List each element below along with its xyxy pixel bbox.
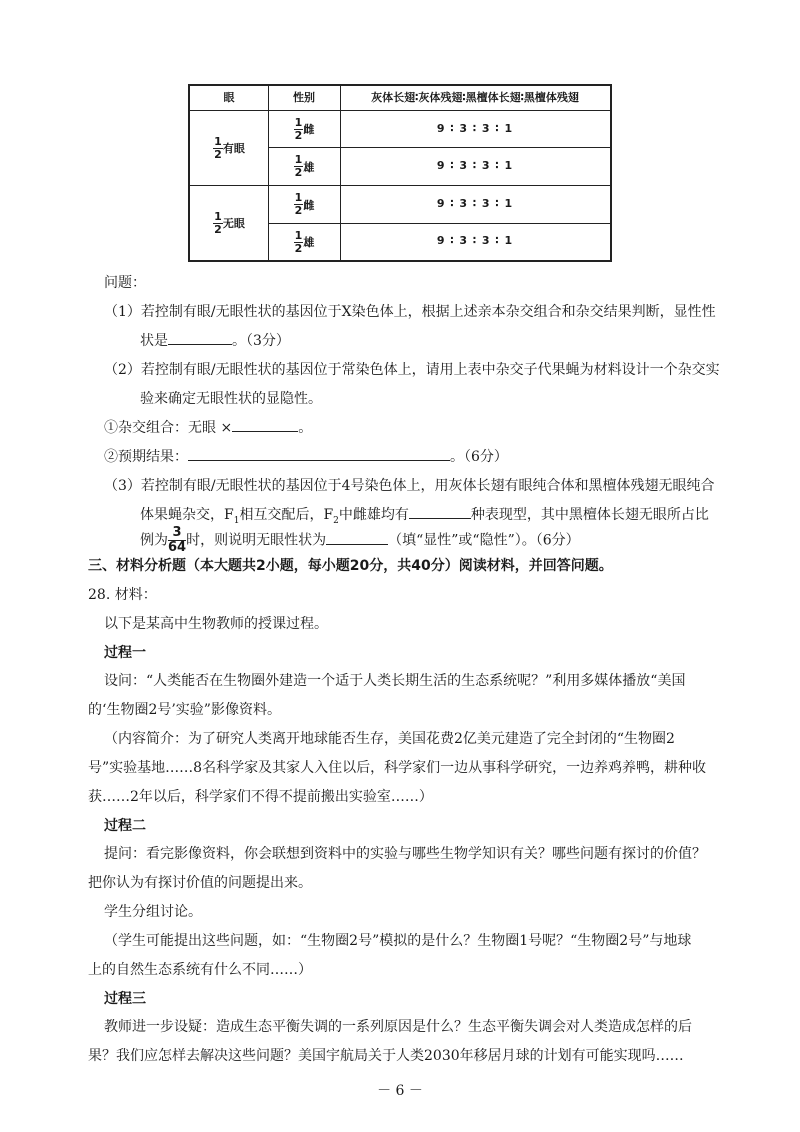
sex-cell: $\frac{1}{2}$ 雌 bbox=[294, 115, 315, 142]
sex-cell: $\frac{1}{2}$ 雌 bbox=[294, 191, 315, 217]
group-eyeless: $\frac{1}{2}$ 无眼 bbox=[214, 209, 245, 236]
intro-text: 以下是某高中生物教师的授课过程。 bbox=[104, 616, 328, 632]
section-3-title: 三、材料分析题（本大题共2小题，每小题20分，共40分）阅读材料，并回答问题。 bbox=[88, 558, 613, 574]
paragraph-line: 学生分组讨论。 bbox=[104, 904, 202, 920]
q1-line-1: （1）若控制有眼/无眼性状的基因位于X染色体上，根据上述亲本杂交组合和杂交结果判断，显性性 bbox=[104, 304, 716, 320]
q3-line-1: （3）若控制有眼/无眼性状的基因位于4号染色体上，用灰体长翅有眼纯合体和黑檀体残翅无眼纯合 bbox=[104, 478, 715, 494]
q2-expected: ②预期结果： 。（6分） bbox=[104, 446, 508, 466]
ratio-cell: 9 ∶ 3 ∶ 3 ∶ 1 bbox=[436, 234, 514, 247]
q2-line-1: （2）若控制有眼/无眼性状的基因位于常染色体上，请用上表中杂交子代果蝇为材料设计一个杂交实 bbox=[104, 362, 720, 378]
ratio-cell: 9 ∶ 3 ∶ 3 ∶ 1 bbox=[436, 122, 514, 135]
q1-line-2: 状是 。（3分） bbox=[140, 330, 290, 350]
q2-line-2: 验来确定无眼性状的显隐性。 bbox=[140, 391, 322, 407]
cross-result-table bbox=[188, 84, 612, 262]
paragraph-line: 设问：“人类能否在生物圈外建造一个适于人类长期生活的生态系统呢？”利用多媒体播放“美国 bbox=[104, 673, 686, 689]
answer-blank[interactable] bbox=[188, 446, 450, 461]
sex-cell: $\frac{1}{2}$ 雄 bbox=[294, 153, 315, 179]
paragraph-line: 上的自然生态系统有什么不同……） bbox=[88, 962, 312, 978]
table-header-sex: 性别 bbox=[293, 91, 315, 104]
ratio-cell: 9 ∶ 3 ∶ 3 ∶ 1 bbox=[436, 159, 514, 172]
ratio-cell: 9 ∶ 3 ∶ 3 ∶ 1 bbox=[436, 197, 514, 210]
table-header-phenotype: 灰体长翅∶灰体残翅∶黑檀体长翅∶黑檀体残翅 bbox=[371, 91, 579, 104]
questions-label: 问题： bbox=[104, 275, 146, 291]
q3-line-3: 例为 $\frac{3}{64}$ 时，则说明无眼性状为 （填“显性”或“隐性”）。（6分） bbox=[140, 525, 580, 555]
paragraph-line: 提问：看完影像资料，你会联想到资料中的实验与哪些生物学知识有关？哪些问题有探讨的价值？ bbox=[104, 846, 706, 862]
sex-cell: $\frac{1}{2}$ 雄 bbox=[294, 228, 315, 255]
paragraph-line: 把你认为有探讨价值的问题提出来。 bbox=[88, 875, 312, 891]
paragraph-line: 的‘生物圈2号’实验”影像资料。 bbox=[88, 702, 281, 718]
answer-blank[interactable] bbox=[409, 504, 471, 519]
question-28-label: 28. 材料： bbox=[88, 587, 157, 603]
answer-blank[interactable] bbox=[326, 530, 388, 545]
page-number: － 6 － bbox=[377, 1083, 423, 1099]
paragraph-line: （内容简介：为了研究人类离开地球能否生存，美国花费2亿美元建造了完全封闭的“生物圈2 bbox=[104, 731, 675, 747]
q3-line-2: 体果蝇杂交，$F_1$相互交配后，$F_2$中雌雄均有 种表现型，其中黑檀体长翅无眼所占比 bbox=[140, 504, 709, 526]
paragraph-line: 号”实验基地……8名科学家及其家人入住以后，科学家们一边从事科学研究，一边养鸡养鸭，耕种收 bbox=[88, 760, 707, 776]
paragraph-line: （学生可能提出这些问题，如：“生物圈2号”模拟的是什么？生物圈1号呢？“生物圈2号”与地球 bbox=[104, 933, 692, 949]
table-header-eye: 眼 bbox=[223, 91, 235, 104]
fraction: $\frac{3}{64}$ bbox=[168, 525, 187, 555]
paragraph-line: 果？我们应怎样去解决这些问题？美国宇航局关于人类2030年移居月球的计划有可能实现吗…… bbox=[88, 1048, 684, 1064]
group-eyed: $\frac{1}{2}$ 有眼 bbox=[214, 134, 245, 161]
process-1-title: 过程一 bbox=[104, 645, 146, 661]
process-2-title: 过程二 bbox=[104, 818, 146, 834]
answer-blank[interactable] bbox=[168, 330, 232, 345]
process-3-title: 过程三 bbox=[104, 991, 146, 1007]
q2-cross: ①杂交组合：无眼 × 。 bbox=[104, 417, 312, 437]
answer-blank[interactable] bbox=[232, 417, 298, 432]
paragraph-line: 获……2年以后，科学家们不得不提前搬出实验室……） bbox=[88, 789, 433, 805]
paragraph-line: 教师进一步设疑：造成生态平衡失调的一系列原因是什么？生态平衡失调会对人类造成怎样的后 bbox=[104, 1019, 692, 1035]
